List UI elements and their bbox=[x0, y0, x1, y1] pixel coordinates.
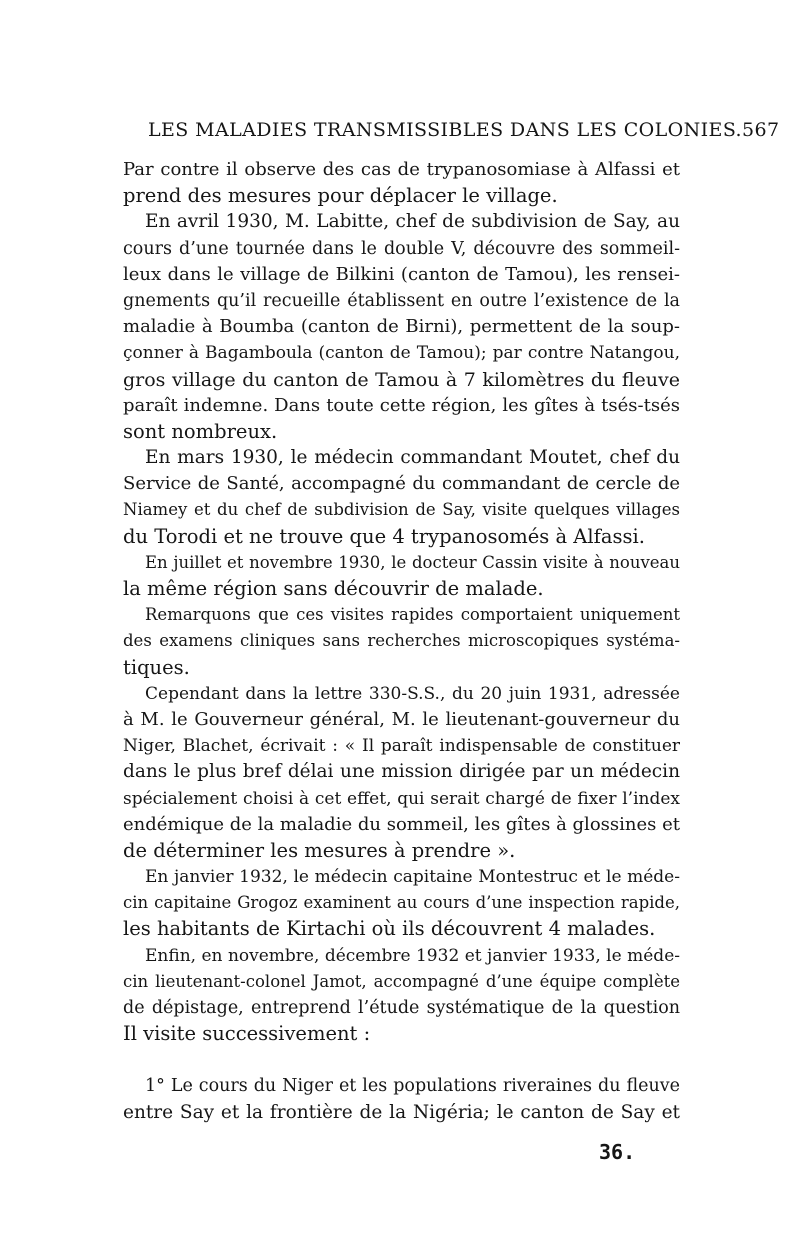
text-line: En avril 1930, M. Labitte, chef de subdivision de Say, au bbox=[145, 211, 680, 233]
text-line: dans le plus bref délai une mission dirigée par un médecin bbox=[123, 761, 680, 783]
text-line: Niamey et du chef de subdivision de Say, visite quelques villages bbox=[123, 500, 680, 520]
text-line: sont nombreux. bbox=[123, 419, 278, 443]
text-line: des examens cliniques sans recherches microscopiques systéma- bbox=[123, 631, 680, 651]
text-line: cin lieutenant-colonel Jamot, accompagné d’une équipe complète bbox=[123, 971, 680, 991]
text-line: Par contre il observe des cas de trypanosomiase à Alfassi et bbox=[123, 159, 680, 180]
page-number: 567 bbox=[742, 119, 780, 141]
text-line: de déterminer les mesures à prendre ». bbox=[123, 838, 516, 862]
text-line: En juillet et novembre 1930, le docteur Cassin visite à nouveau bbox=[145, 552, 680, 572]
text-line: prend des mesures pour déplacer le village. bbox=[123, 184, 558, 208]
running-title: LES MALADIES TRANSMISSIBLES DANS LES COLONIES. bbox=[148, 119, 742, 141]
text-line: Remarquons que ces visites rapides comportaient uniquement bbox=[145, 605, 680, 625]
text-line: çonner à Bagamboula (canton de Tamou); par contre Natangou, bbox=[123, 343, 680, 364]
text-line: endémique de la maladie du sommeil, les gîtes à glossines et bbox=[123, 813, 680, 835]
text-line: la même région sans découvrir de malade. bbox=[123, 577, 544, 600]
text-line: tiques. bbox=[123, 655, 190, 679]
text-line: cours d’une tournée dans le double V, découvre des sommeil- bbox=[123, 238, 680, 259]
text-line: Enfin, en novembre, décembre 1932 et janvier 1933, le méde- bbox=[145, 945, 680, 966]
running-header bbox=[148, 118, 780, 142]
text-line: de dépistage, entreprend l’étude systématique de la question bbox=[123, 998, 680, 1018]
text-line: les habitants de Kirtachi où ils découvrent 4 malades. bbox=[123, 917, 656, 941]
body-text bbox=[123, 157, 680, 1126]
text-line: gnements qu’il recueille établissent en outre l’existence de la bbox=[123, 290, 680, 311]
text-line: du Torodi et ne trouve que 4 trypanosomés à Alfassi. bbox=[123, 524, 645, 548]
text-line: En janvier 1932, le médecin capitaine Montestruc et le méde- bbox=[145, 867, 680, 888]
signature-mark: 36. bbox=[599, 1140, 636, 1164]
text-line: paraît indemne. Dans toute cette région, les gîtes à tsés-tsés bbox=[123, 394, 680, 416]
text-line: Cependant dans la lettre 330-S.S., du 20 juin 1931, adressée bbox=[145, 683, 680, 704]
text-line: spécialement choisi à cet effet, qui serait chargé de fixer l’index bbox=[123, 788, 680, 809]
text-line: En mars 1930, le médecin commandant Moutet, chef du bbox=[145, 447, 680, 469]
text-line: leux dans le village de Bilkini (canton de Tamou), les rensei- bbox=[123, 263, 680, 285]
text-line: Il visite successivement : bbox=[123, 1022, 371, 1046]
text-line: Service de Santé, accompagné du commandant de cercle de bbox=[123, 473, 680, 495]
text-line: 1° Le cours du Niger et les populations riveraines du fleuve bbox=[145, 1076, 680, 1097]
text-line: à M. le Gouverneur général, M. le lieutenant-gouverneur du bbox=[123, 708, 680, 730]
text-line: maladie à Boumba (canton de Birni), permettent de la soup- bbox=[123, 316, 680, 338]
text-line: gros village du canton de Tamou à 7 kilomètres du fleuve bbox=[123, 368, 680, 391]
text-line: entre Say et la frontière de la Nigéria; le canton de Say et bbox=[123, 1101, 680, 1123]
section-gap bbox=[123, 1047, 680, 1073]
text-line: cin capitaine Grogoz examinent au cours d’une inspection rapide, bbox=[123, 893, 680, 913]
text-line: Niger, Blachet, écrivait : « Il paraît indispensable de constituer bbox=[123, 736, 680, 757]
